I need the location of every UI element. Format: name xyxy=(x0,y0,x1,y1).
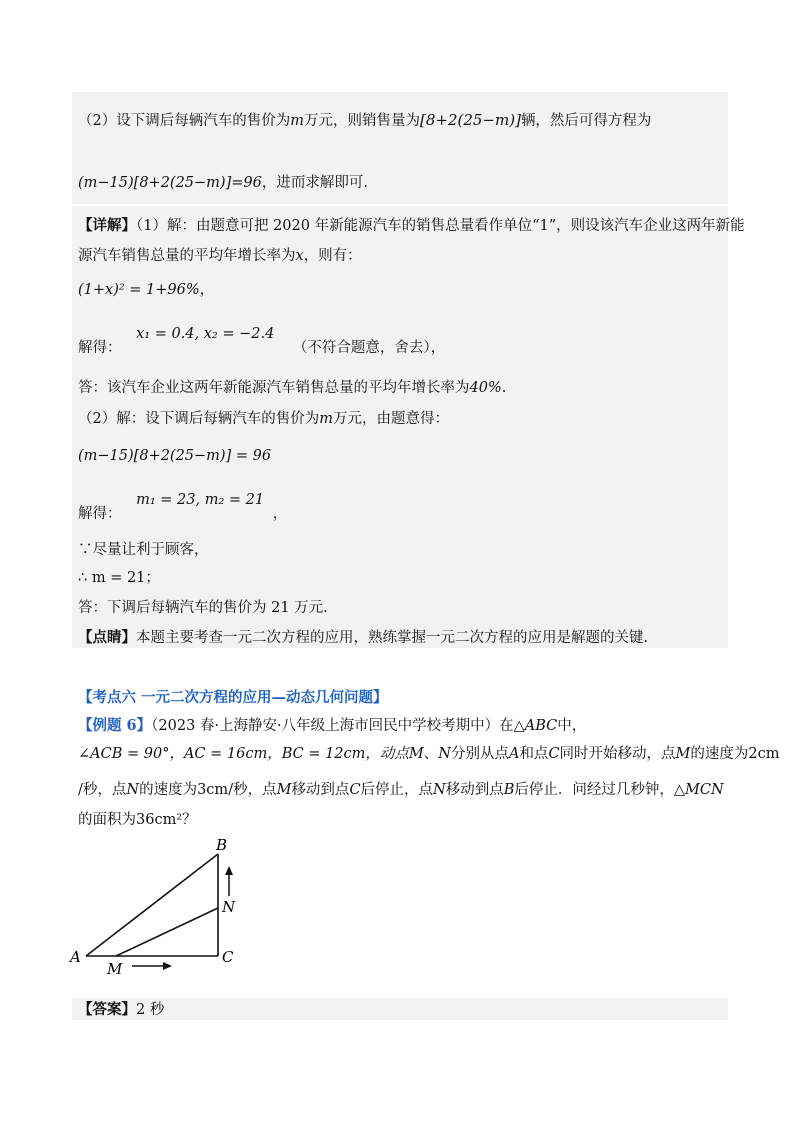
analysis-line-2: (m−15)[8+2(25−m)]=96，进而求解即可. xyxy=(78,175,368,191)
detail-because: ∵尽量让利于顾客， xyxy=(78,542,209,558)
detail-therefore: ∴ m = 21； xyxy=(78,570,160,586)
detail-eq-2: (m−15)[8+2(25−m)] = 96 xyxy=(78,448,272,464)
comment-title: 【点睛】 xyxy=(78,629,136,646)
example-line-2: ∠ACB = 90°，AC = 16cm，BC = 12cm，动点M、N分别从点A和点C同时开始移动，点M的速度为2cm xyxy=(78,746,780,762)
answer-value: 2 秒 xyxy=(136,1002,165,1018)
example-line-3: /秒，点N的速度为3cm/秒，点M移动到点C后停止，点N移动到点B后停止．问经过几秒钟，△MCN xyxy=(78,782,724,798)
label-b: B xyxy=(216,836,228,854)
detail-roots-1: 解得： x₁ = 0.4, x₂ = −2.4 （不符合题意，舍去）， xyxy=(78,326,446,356)
side-ab xyxy=(86,854,218,956)
detail-comment: 【点睛】本题主要考查一元二次方程的应用，熟练掌握一元二次方程的应用是解题的关键. xyxy=(78,629,649,646)
label-n: N xyxy=(222,898,236,916)
answer-box xyxy=(72,998,728,1020)
detail-answer-2: 答：下调后每辆汽车的售价为 21 万元. xyxy=(78,600,328,616)
triangle-figure xyxy=(66,836,256,986)
detail-eq-1: (1+x)² = 1+96%， xyxy=(78,282,215,298)
arrow-n-head xyxy=(225,866,233,875)
example-line-4: 的面积为36cm²？ xyxy=(78,812,197,828)
example-line-1: 【例题 6】（2023 春·上海静安·八年级上海市回民中学校考期中）在△ABC中， xyxy=(78,717,587,734)
analysis-line-1: （2）设下调后每辆汽车的售价为m万元，则销售量为[8+2(25−m)]辆，然后可得方程为 xyxy=(78,111,652,129)
answer-title: 【答案】 xyxy=(78,1001,136,1018)
detail-roots-2: 解得： m₁ = 23, m₂ = 21 ， xyxy=(78,492,288,522)
arrow-m-head xyxy=(163,962,172,970)
detail-line-3: （2）解：设下调后每辆汽车的售价为m万元，由题意得： xyxy=(78,411,449,427)
label-c: C xyxy=(222,948,234,966)
detail-line-2: 源汽车销售总量的平均年增长率为x，则有： xyxy=(78,248,362,264)
analysis-equation: (m−15)[8+2(25−m)]=96 xyxy=(78,175,262,191)
section-heading: 【考点六 一元二次方程的应用—动态几何问题】 xyxy=(78,689,388,706)
label-a: A xyxy=(70,948,81,966)
label-m: M xyxy=(107,960,123,978)
answer-line xyxy=(78,1000,164,1020)
example-label: 【例题 6】 xyxy=(78,717,152,734)
detail-line-1: 【详解】（1）解：由题意可把 2020 年新能源汽车的销售总量看作单位“1”，则设该汽车企业这两年新能 xyxy=(78,217,745,234)
detail-title: 【详解】 xyxy=(78,217,136,234)
detail-answer-1: 答：该汽车企业这两年新能源汽车销售总量的平均年增长率为40%. xyxy=(78,380,507,396)
segment-mn xyxy=(116,908,218,956)
